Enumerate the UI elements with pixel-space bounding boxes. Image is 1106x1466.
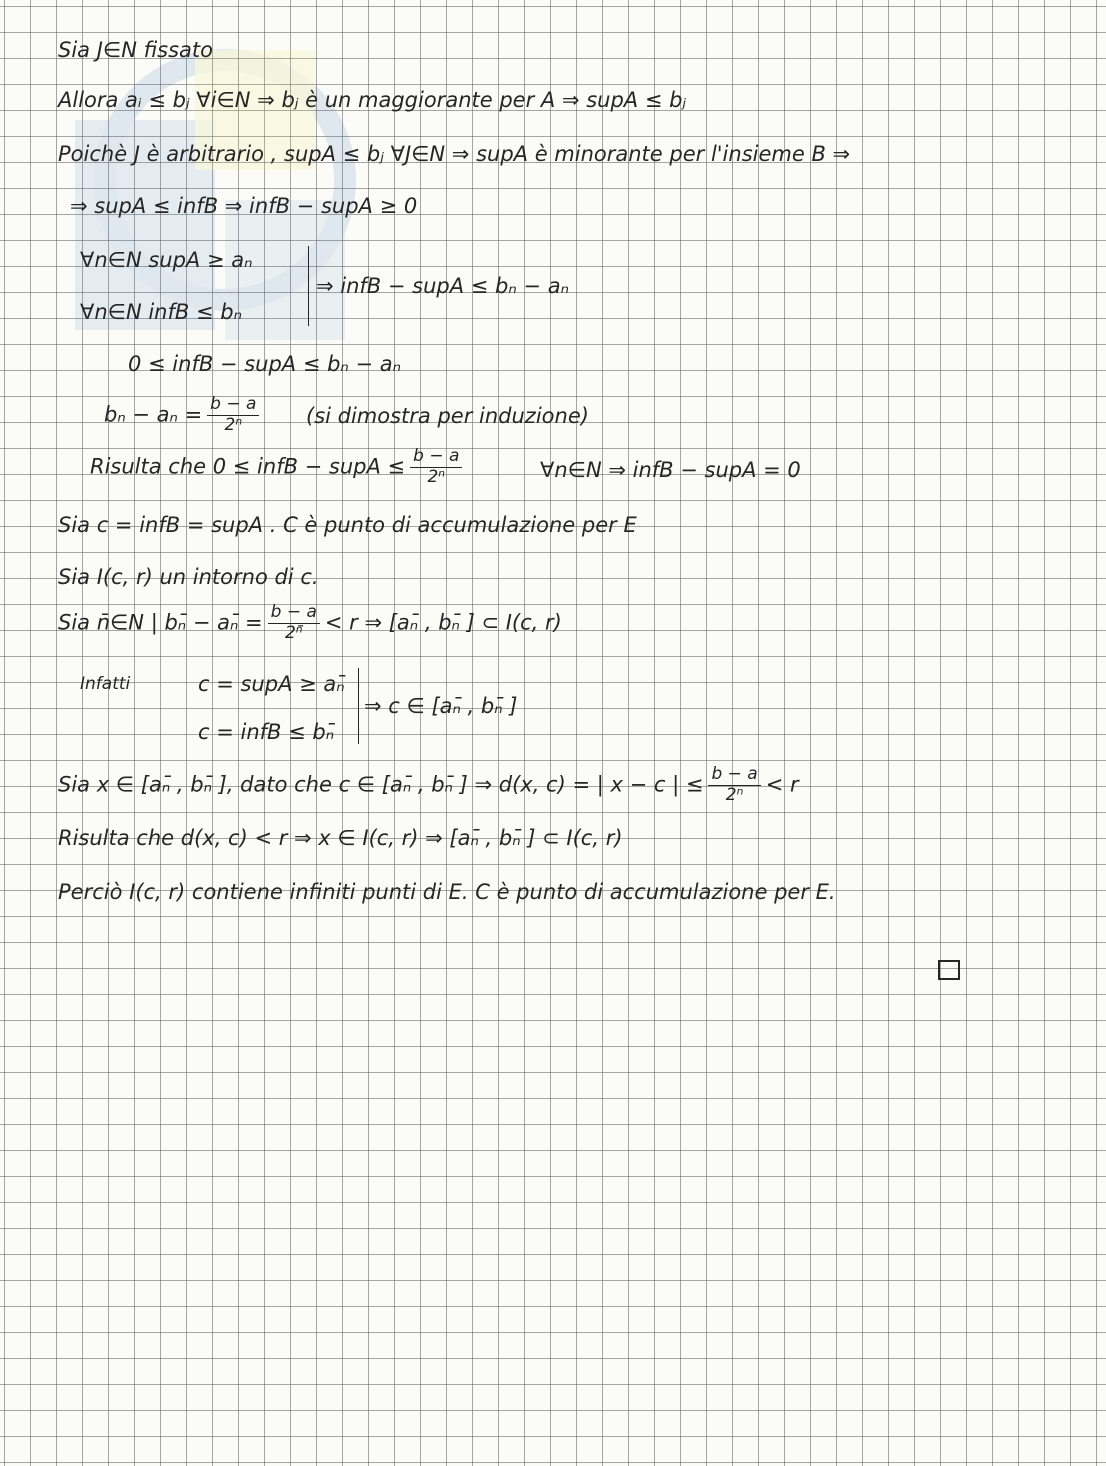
line-poiche-arbitrario: Poichè J è arbitrario , supA ≤ bⱼ ∀J∈N ⇒ supA è minorante per l'insieme B ⇒ [58,142,851,166]
fraction-b-a-over-2n [207,396,259,435]
bn-an-label: bₙ − aₙ = [104,402,203,427]
line-induction-note: (si dimostra per induzione) [306,404,589,428]
line-risulta-distance: Risulta che d(x, c) < r ⇒ x ∈ I(c, r) ⇒ [aₙ̄ , bₙ̄ ] ⊂ I(c, r) [58,826,623,850]
line-allora-maggiorante: Allora aᵢ ≤ bⱼ ∀i∈N ⇒ bⱼ è un maggiorante per A ⇒ supA ≤ bⱼ [58,88,687,112]
line-sia-c: Sia c = infB = supA . C è punto di accumulazione per E [58,513,637,537]
line-c-supA: c = supA ≥ aₙ̄ [198,672,345,696]
line-bn-an-equals [104,396,264,435]
line-intorno: Sia I(c, r) un intorno di c. [58,565,319,589]
line-infatti: Infatti [80,674,131,694]
fraction-numerator: b − a [268,604,320,624]
line-sia-x [58,766,799,805]
fraction-denominator: 2ⁿ̄ [284,622,303,643]
line-zero-le-difference: 0 ≤ infB − supA ≤ bₙ − aₙ [128,352,401,376]
line-forall-supA: ∀n∈N supA ≥ aₙ [80,248,253,272]
line-supA-le-infB: ⇒ supA ≤ infB ⇒ infB − supA ≥ 0 [70,194,418,218]
fraction-b-a-over-2n-bar [268,604,320,643]
sia-n-bar-label: Sia n̄∈N | bₙ̄ − aₙ̄ = [58,610,263,635]
line-sia-n-bar [58,604,562,643]
risulta-label: Risulta che 0 ≤ infB − supA ≤ [90,454,406,479]
sia-x-tail: < r [765,772,799,797]
fraction-b-a-over-2n-2 [410,448,462,487]
line-risulta-che [90,448,467,487]
brace-line [308,246,309,326]
sia-x-label: Sia x ∈ [aₙ̄ , bₙ̄ ], dato che c ∈ [aₙ̄ , bₙ̄ ] ⇒ d(x, c) = | x − c | ≤ [58,772,704,797]
fraction-b-a-over-2n-3 [708,766,760,805]
fraction-numerator: b − a [207,396,259,416]
line-forall-infB: ∀n∈N infB ≤ bₙ [80,300,242,324]
line-infB-minus-supA-zero: ∀n∈N ⇒ infB − supA = 0 [540,458,801,482]
fraction-denominator: 2ⁿ [725,784,744,805]
line-implies-difference: ⇒ infB − supA ≤ bₙ − aₙ [316,274,569,298]
fraction-denominator: 2ⁿ [224,414,243,435]
fraction-numerator: b − a [410,448,462,468]
line-sia-j-fissato: Sia J∈N fissato [58,38,213,62]
line-c-infB: c = infB ≤ bₙ̄ [198,720,335,744]
fraction-denominator: 2ⁿ [427,466,446,487]
line-c-in-interval: ⇒ c ∈ [aₙ̄ , bₙ̄ ] [364,694,518,718]
line-percio-conclusion: Perciò I(c, r) contiene infiniti punti di E. C è punto di accumulazione per E. [58,880,836,904]
qed-square-icon [938,960,960,980]
fraction-numerator: b − a [708,766,760,786]
brace-line [358,668,359,744]
sia-n-bar-tail: < r ⇒ [aₙ̄ , bₙ̄ ] ⊂ I(c, r) [324,610,562,635]
